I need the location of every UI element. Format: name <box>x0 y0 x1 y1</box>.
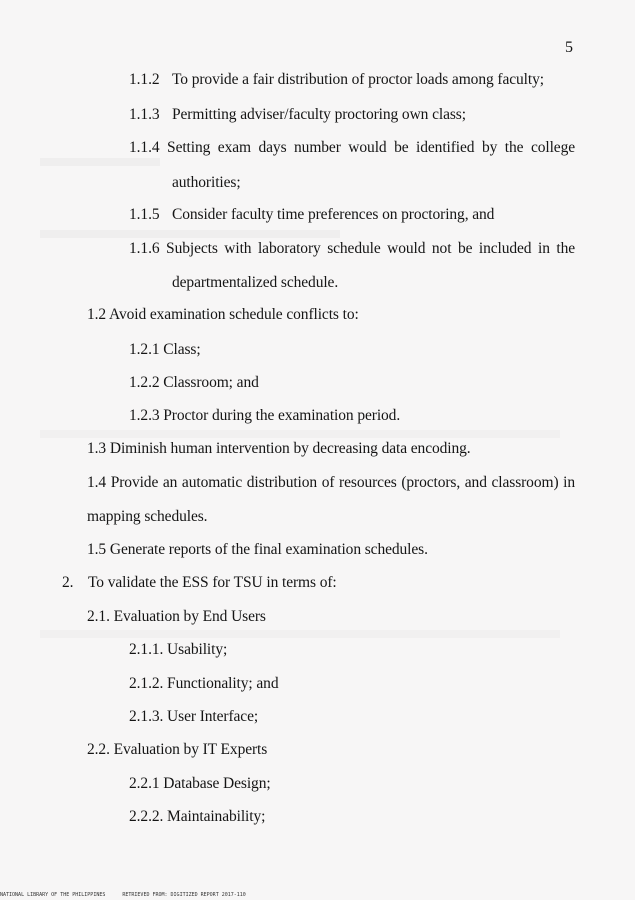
bleed-through-2 <box>40 230 340 238</box>
item-1-1-5 <box>129 206 494 224</box>
item-1-4: 1.4 Provide an automatic distribution of resources (proctors, and classroom) in <box>87 474 575 491</box>
item-2-2-2: 2.2.2. Maintainability; <box>129 808 266 825</box>
scan-footer <box>0 892 246 898</box>
item-1-2-2: 1.2.2 Classroom; and <box>129 374 259 391</box>
item-text: To validate the ESS for TSU in terms of: <box>88 574 337 591</box>
item-2-1-3: 2.1.3. User Interface; <box>129 708 259 725</box>
item-text: Subjects with laboratory schedule would not be included in the <box>166 240 575 257</box>
page-number: 5 <box>565 39 573 56</box>
item-number: 2. <box>62 574 74 591</box>
item-number: 1.1.4 <box>129 139 160 156</box>
item-1-5: 1.5 Generate reports of the final examination schedules. <box>87 541 428 558</box>
bleed-through-1 <box>40 158 160 166</box>
item-text: Permitting adviser/faculty proctoring own class; <box>172 106 466 123</box>
item-2-2: 2.2. Evaluation by IT Experts <box>87 741 268 758</box>
item-1-1-6 <box>129 240 575 258</box>
item-1-1-3 <box>129 106 466 124</box>
item-1-1-4 <box>129 139 575 157</box>
item-1-2-3: 1.2.3 Proctor during the examination period. <box>129 407 401 424</box>
item-1-2: 1.2 Avoid examination schedule conflicts to: <box>87 306 359 323</box>
footer-right: RETRIEVED FROM: DIGITIZED REPORT 2017-110 <box>122 892 246 898</box>
item-2-2-1: 2.2.1 Database Design; <box>129 775 271 792</box>
item-1-1-4-cont: authorities; <box>172 174 241 191</box>
item-2-1-1: 2.1.1. Usability; <box>129 641 228 658</box>
item-text: Consider faculty time preferences on proctoring, and <box>172 206 495 223</box>
item-number: 1.1.5 <box>129 206 160 223</box>
item-1-1-2 <box>129 71 544 89</box>
bleed-through-3 <box>40 430 560 438</box>
item-2-1: 2.1. Evaluation by End Users <box>87 608 266 625</box>
bleed-through-4 <box>40 630 560 638</box>
item-text: To provide a fair distribution of proctor loads among faculty; <box>172 71 544 88</box>
item-2 <box>62 574 337 592</box>
item-1-3: 1.3 Diminish human intervention by decreasing data encoding. <box>87 440 471 457</box>
item-text: Setting exam days number would be identified by the college <box>167 139 575 156</box>
item-2-1-2: 2.1.2. Functionality; and <box>129 675 279 692</box>
item-number: 1.1.2 <box>129 71 160 88</box>
item-1-4-cont: mapping schedules. <box>87 508 208 525</box>
footer-left: NATIONAL LIBRARY OF THE PHILIPPINES <box>0 892 106 898</box>
item-number: 1.1.3 <box>129 106 160 123</box>
item-1-1-6-cont: departmentalized schedule. <box>172 274 339 291</box>
item-number: 1.1.6 <box>129 240 160 257</box>
item-1-2-1: 1.2.1 Class; <box>129 341 201 358</box>
